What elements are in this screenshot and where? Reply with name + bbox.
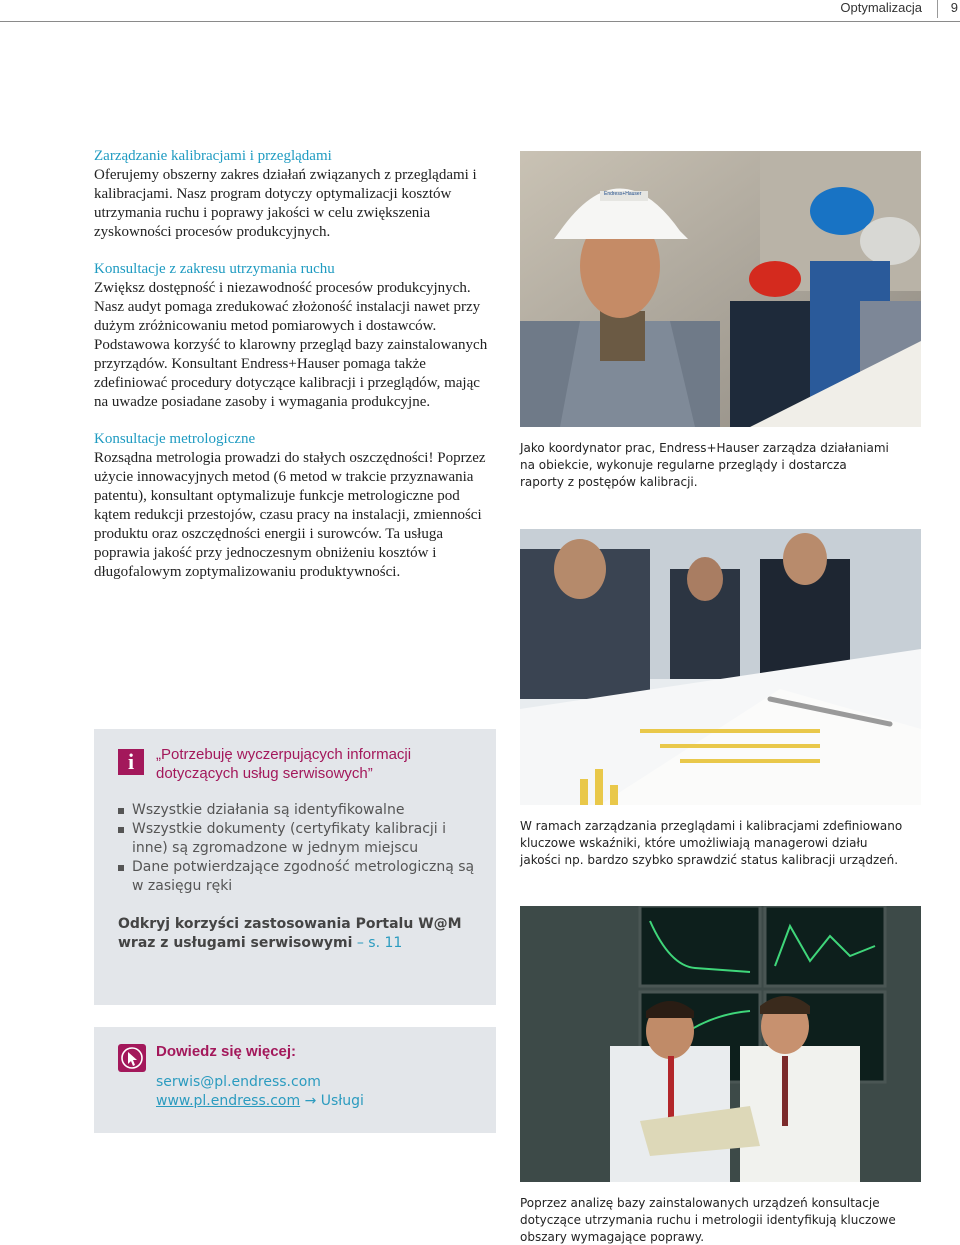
list-item-text: Dane potwierdzające zgodność metrologiczną są w zasięgu ręki (132, 859, 475, 894)
page-reference-link[interactable]: – s. 11 (352, 935, 403, 951)
page-number: 9 (950, 0, 958, 15)
learn-more-box (94, 1027, 496, 1133)
info-icon: i (118, 749, 144, 775)
list-item-text: Wszystkie działania są identyfikowalne (132, 802, 405, 818)
bullet-icon (118, 865, 124, 871)
section-body: Oferujemy obszerny zakres działań związanych z przeglądami i kalibracjami. Nasz program dotyczy optymalizacji kosztów utrzymania ruchu i poprawy jakości w celu zwiększenia zyskowności procesów produkcyjnych. (94, 167, 477, 240)
bullet-icon (118, 808, 124, 814)
arrow-right-icon: → (300, 1093, 321, 1109)
services-label[interactable]: Usługi (320, 1093, 364, 1109)
portal-cta (118, 915, 478, 953)
main-text-column (94, 147, 494, 600)
photo-caption: Jako koordynator prac, Endress+Hauser zarządza działaniami na obiekcie, wykonuje regularne przeglądy i dostarcza raporty z postępów kalibracji. (520, 441, 889, 489)
info-box-title: „Potrzebuję wyczerpujących informacji dotyczących usług serwisowych” (156, 746, 412, 782)
mouse-pointer-icon (118, 1044, 146, 1072)
learn-more-title: Dowiedz się więcej: (156, 1043, 297, 1060)
photo-workers (520, 151, 921, 427)
section-calibration (94, 147, 494, 242)
photo-meeting (520, 529, 921, 805)
list-item (118, 820, 478, 858)
header-divider (937, 0, 938, 18)
section-body: Zwiększ dostępność i niezawodność procesów produkcyjnych. Nasz audyt pomaga zredukować złożoność instalacji nawet przy dużym zróżnicowaniu metod pomiarowych i dostawców. Podstawowa korzyść to klarowny przegląd bazy zainstalowanych przyrządów. Konsultant Endress+Hauser pomaga także zdefiniować procedury dotyczące kalibracji i przeglądów, mając na uwadze posiadane zasoby i wymagania produkcyjne. (94, 280, 488, 410)
section-title: Konsultacje z zakresu utrzymania ruchu (94, 261, 335, 277)
website-url[interactable]: www.pl.endress.com (156, 1093, 301, 1109)
list-item (118, 858, 478, 896)
section-name: Optymalizacja (840, 0, 922, 15)
section-title: Zarządzanie kalibracjami i przeglądami (94, 148, 332, 164)
bullet-icon (118, 827, 124, 833)
section-metrology (94, 430, 494, 582)
email-link[interactable]: serwis@pl.endress.com (156, 1074, 321, 1090)
section-body: Rozsądna metrologia prowadzi do stałych oszczędności! Poprzez użycie innowacyjnych metod (6 metod w trakcie przyznawania patentu), konsultant optymalizuje funkcje metrologiczne pod kątem redukcji przestojów, czasu pracy na instalacji, zmienności produktu oraz oszczędności energii i surowców. Ta usługa poprawia jakość przy jednoczesnym obniżeniu kosztów i długofalowym zoptymalizowaniu produktywności. (94, 450, 486, 580)
section-title: Konsultacje metrologiczne (94, 431, 256, 447)
section-maintenance (94, 260, 494, 412)
info-benefits-list (118, 801, 478, 896)
photo-control-room (520, 906, 921, 1182)
photo-caption: Poprzez analizę bazy zainstalowanych urządzeń konsultacje dotyczące utrzymania ruchu i metrologii identyfikują kluczowe obszary wymagające poprawy. (520, 1196, 896, 1244)
list-item-text: Wszystkie dokumenty (certyfikaty kalibracji i inne) są zgromadzone w jednym miejscu (132, 821, 447, 856)
page-header (0, 0, 960, 22)
photo-caption: W ramach zarządzania przeglądami i kalibracjami zdefiniowano kluczowe wskaźniki, które umożliwiają managerowi działu jakości np. bardzo szybko sprawdzić status kalibracji urządzeń. (520, 819, 903, 867)
info-box (94, 729, 496, 1005)
website-link[interactable] (156, 1093, 364, 1109)
helmet-brand: Endress+Hauser (604, 191, 642, 197)
list-item (118, 801, 478, 820)
portal-cta-text: Odkryj korzyści zastosowania Portalu W@M wraz z usługami serwisowymi (118, 916, 462, 951)
